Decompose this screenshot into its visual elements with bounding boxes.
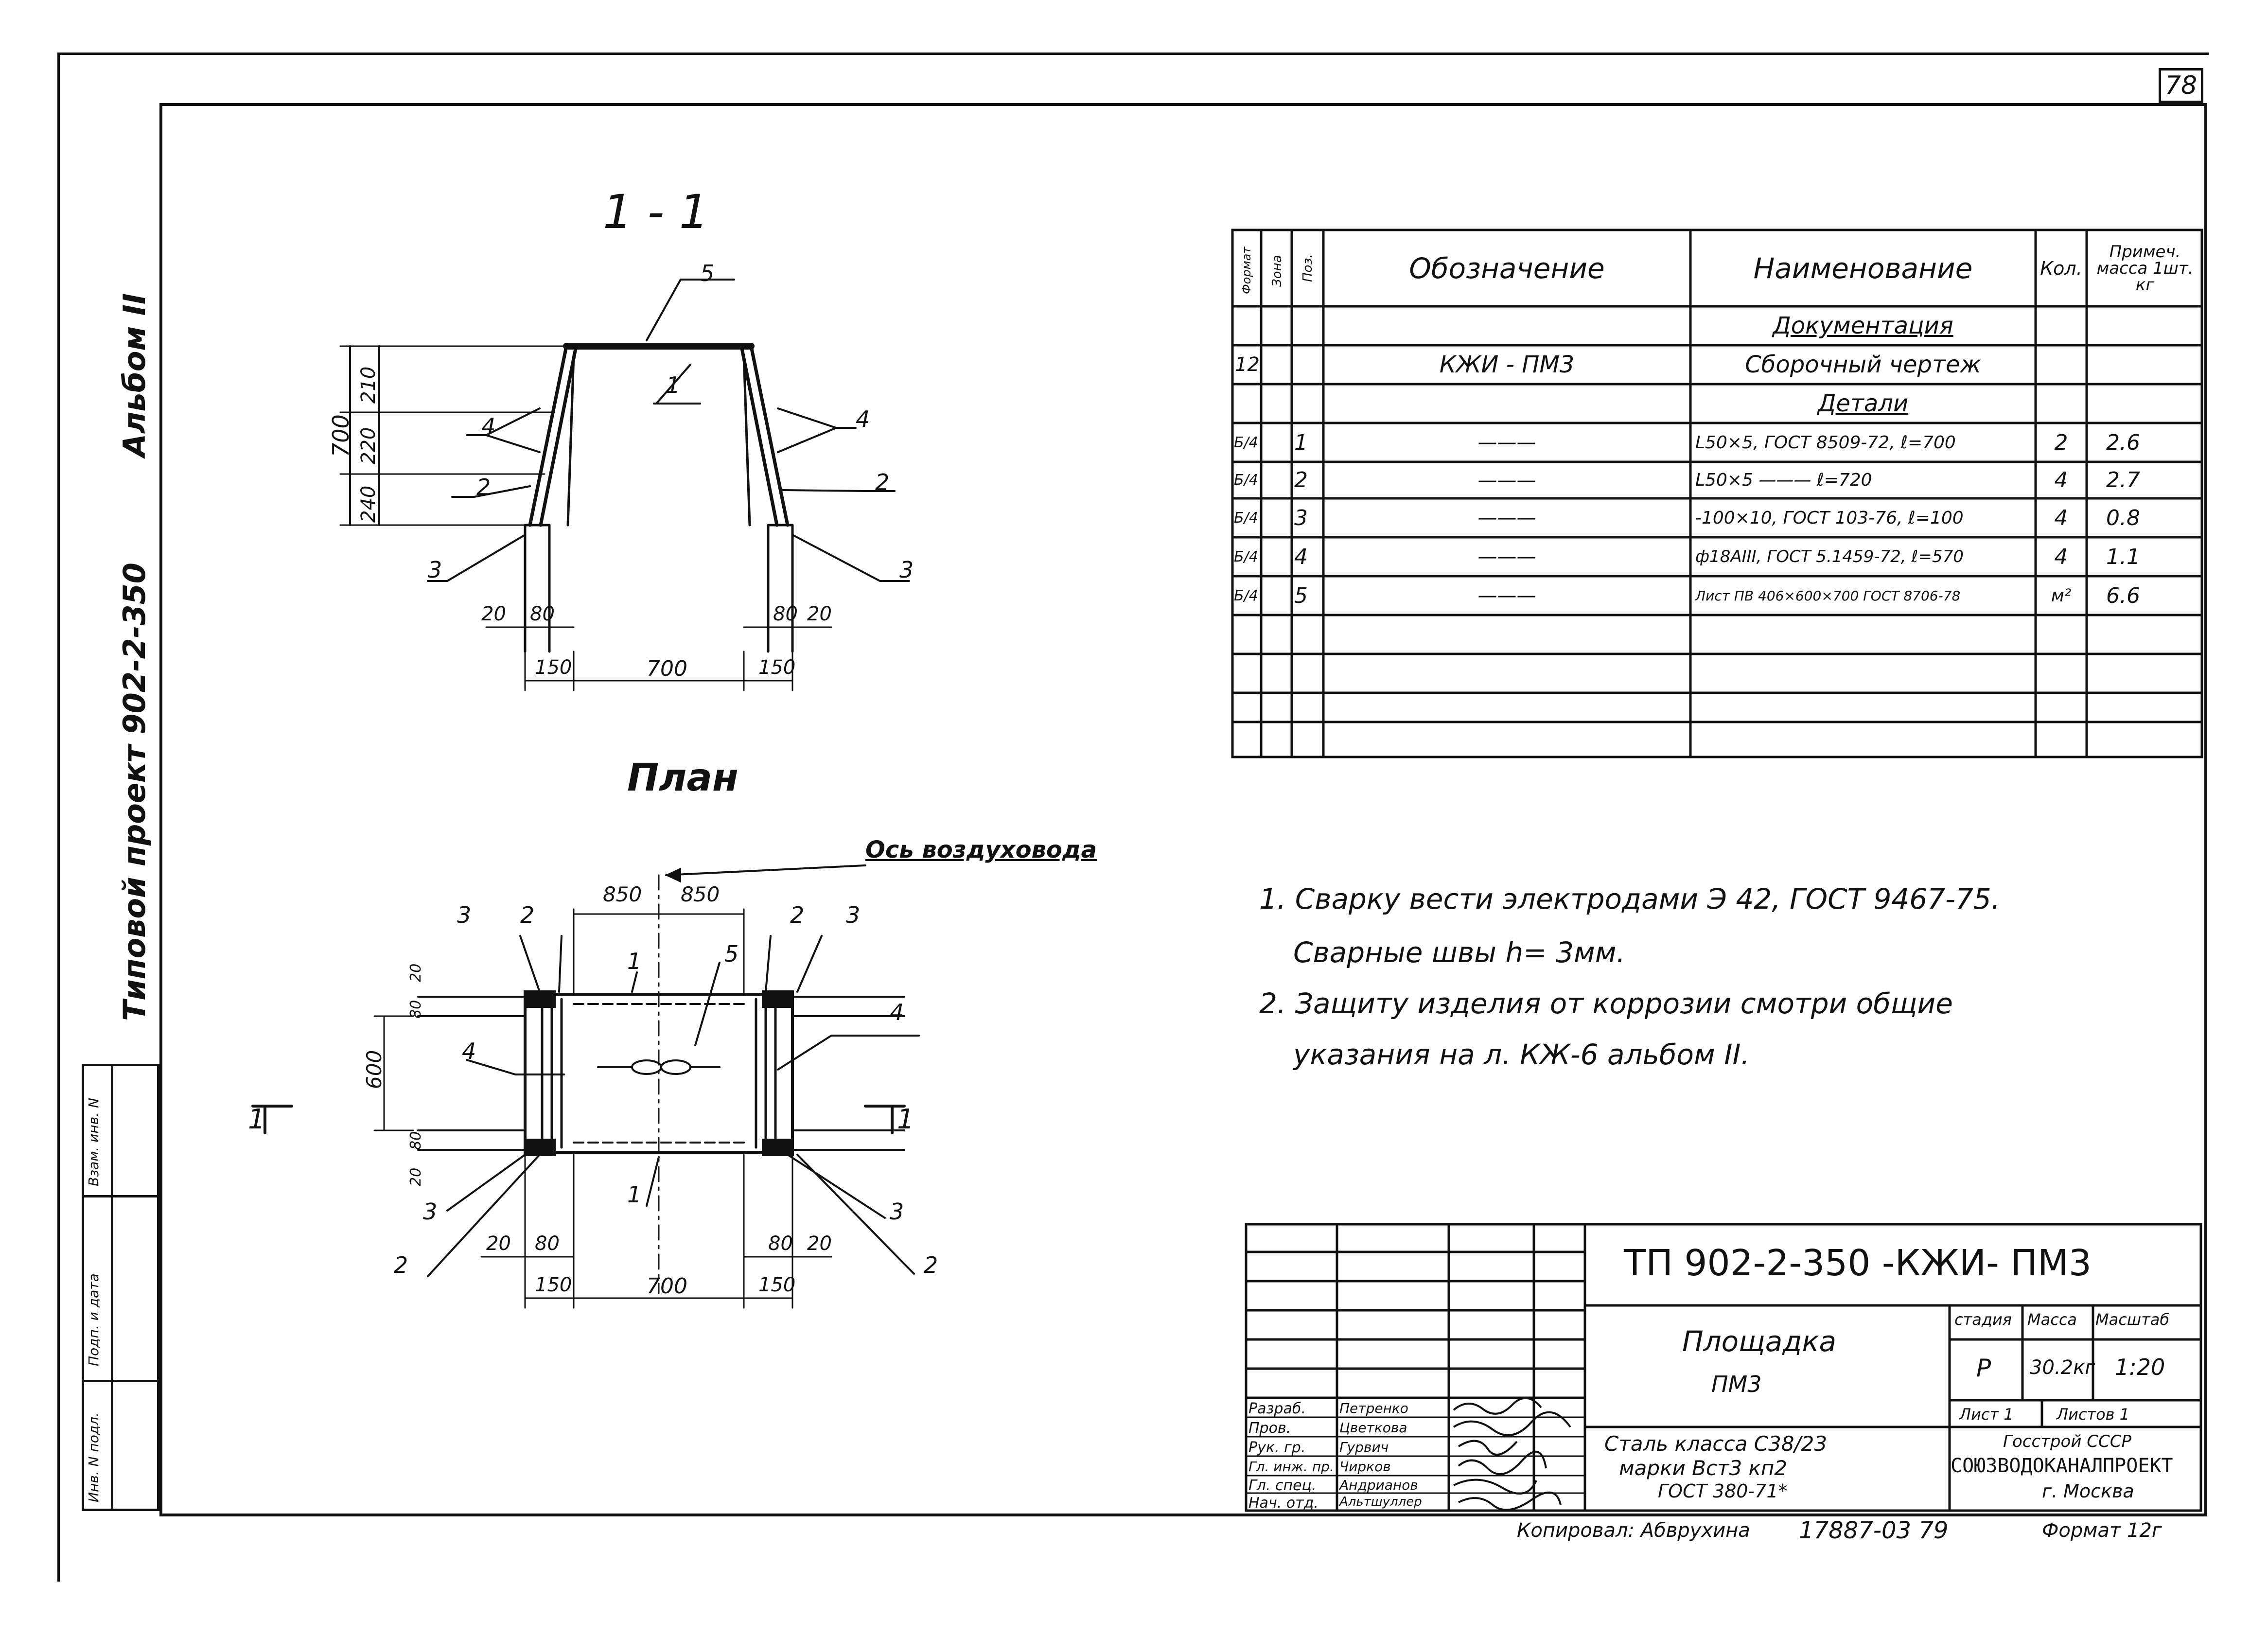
plan-dim-small-2: 80 (407, 1000, 424, 1019)
stamp-col-sign: Подп. и дата (86, 1273, 102, 1366)
cell-name: Лист ПВ 406×600×700 ГОСТ 8706-78 (1695, 587, 1961, 604)
plan-callout-5: 5 (724, 941, 739, 967)
plan-callout-3-bl: 3 (423, 1198, 438, 1225)
role-4-name: Чирков (1339, 1459, 1391, 1475)
role-5: Гл. спец. (1248, 1477, 1317, 1494)
role-4: Гл. инж. пр. (1248, 1459, 1334, 1475)
material-line-1: Сталь класса С38/23 (1604, 1432, 1828, 1456)
callout-3-right: 3 (899, 557, 914, 583)
sheet-label: Лист 1 (1959, 1405, 2014, 1424)
scale-label: Масштаб (2095, 1310, 2170, 1329)
axis-label: Ось воздуховода (865, 836, 1097, 863)
cell-note: 6.6 (2106, 583, 2140, 608)
note-1: 1. Сварку вести электродами Э 42, ГОСТ 9467-75. (1259, 882, 2001, 915)
header-name: Наименование (1753, 251, 1973, 285)
sheet-number-box (2159, 68, 2203, 103)
section-right-off-80: 80 (773, 603, 798, 625)
cell-pos: 1 (1294, 430, 1308, 455)
plan-dim-small-3: 80 (407, 1131, 424, 1150)
plan-bottom-150-left: 150 (535, 1274, 572, 1296)
album-label: Альбом II (117, 293, 152, 457)
stage-label: стадия (1954, 1310, 2012, 1329)
plan-callout-4-right: 4 (890, 999, 904, 1025)
section-dim-seg-3: 240 (357, 485, 380, 523)
cell-name: L50×5, ГОСТ 8509-72, ℓ=700 (1695, 432, 1956, 453)
role-2-name: Цветкова (1339, 1420, 1407, 1436)
stamp-col-inv: Инв. N подл. (86, 1412, 102, 1502)
callout-5: 5 (700, 260, 715, 286)
cell-name: Документация (1773, 312, 1953, 339)
item-code: ПМ3 (1711, 1371, 1762, 1397)
mass-value: 30.2кг (2030, 1356, 2095, 1379)
plan-callout-3-br: 3 (890, 1198, 904, 1225)
cell-note: 0.8 (2106, 505, 2140, 530)
cell-format: Б/4 (1234, 548, 1258, 565)
cell-format: Б/4 (1234, 509, 1258, 527)
org-line-1: Госстрой СССР (2003, 1432, 2131, 1451)
cell-pos: 4 (1294, 544, 1308, 569)
scale-value: 1:20 (2115, 1354, 2165, 1380)
role-1: Разраб. (1248, 1400, 1306, 1417)
section-left-off-20: 20 (481, 603, 506, 625)
plan-dim-small-4: 20 (407, 1167, 424, 1186)
plan-callout-2-tl: 2 (520, 902, 535, 928)
callout-1: 1 (666, 372, 681, 398)
role-1-name: Петренко (1339, 1400, 1408, 1416)
section-bottom-150-right: 150 (758, 656, 796, 679)
footer-order: 17887-03 79 (1799, 1517, 1949, 1544)
cell-designation: ——— (1477, 469, 1536, 492)
cell-designation: ——— (1477, 431, 1536, 454)
plan-callout-3-tl: 3 (457, 902, 472, 928)
callout-4-left: 4 (481, 413, 496, 440)
plan-right-off-20: 20 (807, 1232, 832, 1255)
section-bottom-150-left: 150 (535, 656, 572, 679)
plan-dim-850-right: 850 (681, 882, 720, 906)
role-3: Рук. гр. (1248, 1439, 1306, 1456)
callout-2-left: 2 (476, 474, 491, 500)
cell-format: 12 (1235, 353, 1260, 376)
plan-callout-1-top: 1 (627, 948, 642, 974)
footer-copied: Копировал: Абврухина (1517, 1519, 1750, 1542)
cell-format: Б/4 (1234, 472, 1258, 489)
section-dim-total: 700 (328, 414, 354, 457)
plan-left-off-80: 80 (535, 1232, 560, 1255)
plan-right-off-80: 80 (768, 1232, 793, 1255)
section-dim-seg-2: 220 (357, 427, 380, 464)
plan-dim-850-left: 850 (603, 882, 642, 906)
header-qty: Кол. (2040, 257, 2082, 279)
plan-callout-2-br: 2 (924, 1252, 938, 1278)
material-line-3: ГОСТ 380-71* (1658, 1480, 1788, 1502)
cell-designation: ——— (1477, 507, 1536, 529)
plan-dim-small-1: 20 (407, 963, 424, 982)
header-designation: Обозначение (1409, 251, 1605, 285)
header-zone: Зона (1270, 255, 1284, 287)
cell-pos: 5 (1294, 583, 1308, 608)
material-line-2: марки Вст3 кп2 (1619, 1456, 1788, 1480)
callout-4-right: 4 (856, 406, 870, 432)
plan-callout-1-bottom: 1 (627, 1181, 642, 1208)
cell-qty: м² (2051, 585, 2072, 606)
cell-qty: 4 (2054, 544, 2068, 569)
plan-dim-600: 600 (362, 1050, 386, 1089)
callout-2-right: 2 (875, 469, 890, 495)
plan-drawing (0, 0, 1118, 1313)
item-name: Площадка (1682, 1325, 1837, 1358)
cell-note: 1.1 (2106, 544, 2140, 569)
cell-format: Б/4 (1234, 434, 1258, 451)
cell-designation: ——— (1477, 584, 1536, 607)
org-line-2: СОЮЗВОДОКАНАЛПРОЕКТ (1951, 1455, 2173, 1477)
org-line-3: г. Москва (2042, 1480, 2134, 1502)
cell-name: ф18АIII, ГОСТ 5.1459-72, ℓ=570 (1695, 547, 1964, 566)
section-title: 1 - 1 (603, 185, 709, 239)
plan-callout-3-tr: 3 (846, 902, 861, 928)
plan-callout-2-bl: 2 (394, 1252, 408, 1278)
section-dim-seg-1: 210 (357, 366, 380, 404)
cut-mark-left: 1 (248, 1104, 265, 1135)
role-6-name: Альтшуллер (1339, 1495, 1422, 1509)
cell-name: -100×10, ГОСТ 103-76, ℓ=100 (1695, 508, 1964, 528)
role-2: Пров. (1248, 1420, 1291, 1437)
role-5-name: Андрианов (1339, 1477, 1418, 1493)
cell-format: Б/4 (1234, 587, 1258, 604)
header-note: Примеч. масса 1шт. кг (2096, 242, 2194, 295)
note-2: 2. Защиту изделия от коррозии смотри общие (1259, 987, 1953, 1020)
project-label: Типовой проект 902-2-350 (117, 563, 152, 1021)
left-stamp-h2 (82, 1380, 159, 1382)
note-1-cont: Сварные швы h= 3мм. (1293, 936, 1626, 969)
spec-table (1231, 229, 2203, 758)
plan-callout-4-left: 4 (462, 1038, 476, 1064)
cell-pos: 2 (1294, 468, 1308, 493)
cell-designation: ——— (1477, 546, 1536, 568)
cell-qty: 4 (2054, 505, 2068, 530)
cell-name: L50×5 ——— ℓ=720 (1695, 470, 1872, 490)
cell-designation: КЖИ - ПМ3 (1439, 351, 1575, 378)
footer-format: Формат 12г (2042, 1519, 2162, 1542)
stage-value: Р (1976, 1354, 1991, 1382)
callout-3-left: 3 (428, 557, 442, 583)
cell-note: 2.7 (2106, 468, 2140, 493)
plan-callout-2-tr: 2 (790, 902, 805, 928)
role-3-name: Гурвич (1339, 1439, 1389, 1455)
plan-title: План (627, 756, 738, 800)
stamp-col-replace: Взам. инв. N (86, 1098, 102, 1186)
header-pos: Поз. (1301, 254, 1315, 282)
section-bottom-700: 700 (647, 656, 687, 681)
sheet-number: 78 (2164, 71, 2198, 100)
note-2-cont: указания на л. КЖ-6 альбом II. (1293, 1038, 1750, 1071)
cell-note: 2.6 (2106, 430, 2140, 455)
signatures (1449, 1395, 1604, 1517)
cell-qty: 2 (2054, 430, 2068, 455)
plan-bottom-700: 700 (647, 1274, 687, 1299)
cell-qty: 4 (2054, 468, 2068, 493)
sheets-label: Листов 1 (2057, 1405, 2130, 1424)
header-format: Формат (1240, 246, 1253, 294)
mass-label: Масса (2027, 1310, 2077, 1329)
section-right-off-20: 20 (807, 603, 832, 625)
role-6: Нач. отд. (1248, 1495, 1319, 1512)
section-left-off-80: 80 (530, 603, 555, 625)
cell-name: Детали (1817, 390, 1909, 417)
plan-left-off-20: 20 (486, 1232, 511, 1255)
plan-bottom-150-right: 150 (758, 1274, 796, 1296)
title-code: ТП 902-2-350 -КЖИ- ПМ3 (1624, 1242, 2092, 1284)
cell-name: Сборочный чертеж (1745, 351, 1981, 378)
cell-pos: 3 (1294, 505, 1308, 530)
cut-mark-right: 1 (897, 1104, 914, 1135)
